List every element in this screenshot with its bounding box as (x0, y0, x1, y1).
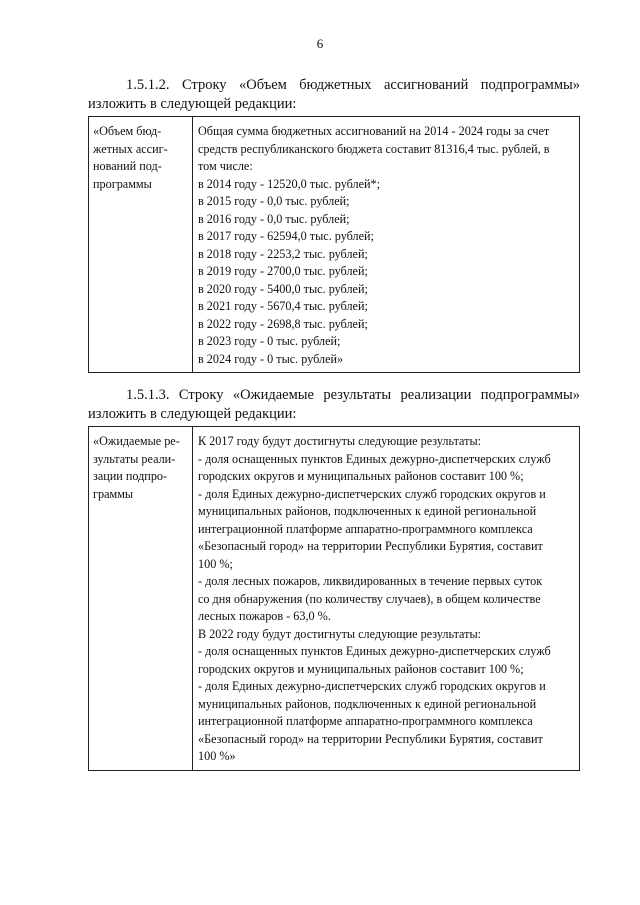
budget-value-line: в 2020 году - 5400,0 тыс. рублей; (198, 281, 368, 296)
results-label-line: граммы (93, 486, 134, 501)
budget-value-line: в 2018 году - 2253,2 тыс. рублей; (198, 246, 368, 261)
results-value-line: интеграционной платформе аппаратно-программного комплекса (198, 714, 533, 728)
results-value-line: «Безопасный город» на территории Республики Бурятия, составит (198, 731, 543, 746)
results-label-cell (89, 427, 193, 771)
budget-label-line: «Объем бюд- (93, 124, 162, 138)
section-1-heading-line-1: 1.5.1.2. Строку «Объем бюджетных ассигнований подпрограммы» (126, 77, 580, 93)
results-value-line: - доля оснащенных пунктов Единых дежурно-диспетчерских служб (198, 451, 551, 466)
results-value-line: интеграционной платформе аппаратно-программного комплекса (198, 521, 533, 536)
budget-value-line: в 2021 году - 5670,4 тыс. рублей; (198, 299, 368, 313)
results-value-line: 100 %» (198, 749, 236, 763)
page-number: 6 (316, 36, 324, 51)
results-value-line: 100 %; (198, 556, 233, 571)
results-value-line: «Безопасный город» на территории Республики Бурятия, составит (198, 539, 543, 553)
section-2-heading (88, 386, 580, 424)
budget-label-line: нований под- (93, 159, 162, 173)
results-value-cell (193, 427, 580, 771)
results-value-line: муниципальных районов, подключенных к единой региональной (198, 504, 537, 518)
budget-value-line: в 2014 году - 12520,0 тыс. рублей*; (198, 176, 381, 191)
results-value-line: - доля Единых дежурно-диспетчерских служб городских округов и (198, 486, 546, 501)
budget-label-cell (89, 117, 193, 373)
results-value-line: В 2022 году будут достигнуты следующие результаты: (198, 626, 482, 641)
results-value-line: - доля лесных пожаров, ликвидированных в течение первых суток (198, 574, 543, 588)
budget-value-line: в 2022 году - 2698,8 тыс. рублей; (198, 316, 368, 331)
budget-value-line: средств республиканского бюджета составит 81316,4 тыс. рублей, в (198, 141, 550, 156)
budget-table (88, 116, 580, 373)
results-value-line: К 2017 году будут достигнуты следующие результаты: (198, 434, 482, 448)
section-1-heading-line-2: изложить в следующей редакции: (88, 96, 297, 112)
budget-value-line: в 2023 году - 0 тыс. рублей; (198, 334, 341, 348)
budget-value-line: в 2019 году - 2700,0 тыс. рублей; (198, 264, 368, 278)
results-label-line: зации подпро- (93, 469, 168, 483)
results-value-line: городских округов и муниципальных районов составит 100 %; (198, 469, 524, 483)
results-value-line: - доля Единых дежурно-диспетчерских служб городских округов и (198, 679, 546, 693)
budget-value-line: том числе: (198, 159, 253, 173)
budget-table-row (89, 117, 580, 373)
budget-value-cell (193, 117, 580, 373)
results-table (88, 426, 580, 771)
budget-label-line: жетных ассиг- (93, 141, 168, 156)
section-2-heading-line-1: 1.5.1.3. Строку «Ожидаемые результаты реализации подпрограммы» (126, 387, 580, 403)
section-1-heading (88, 76, 580, 114)
results-value-line: со дня обнаружения (по количеству случаев), в общем количестве (198, 591, 541, 606)
results-label-line: «Ожидаемые ре- (93, 434, 180, 448)
budget-value-line: в 2017 году - 62594,0 тыс. рублей; (198, 229, 374, 243)
budget-label-line: программы (93, 176, 152, 191)
results-value-line: лесных пожаров - 63,0 %. (198, 609, 331, 623)
budget-value-line: в 2024 году - 0 тыс. рублей» (198, 351, 344, 366)
results-table-row (89, 427, 580, 771)
results-label-line: зультаты реали- (93, 451, 176, 466)
results-value-line: муниципальных районов, подключенных к единой региональной (198, 696, 537, 711)
results-value-line: городских округов и муниципальных районов составит 100 %; (198, 661, 524, 676)
budget-value-line: Общая сумма бюджетных ассигнований на 2014 - 2024 годы за счет (198, 124, 550, 138)
section-2-heading-line-2: изложить в следующей редакции: (88, 406, 297, 422)
results-value-line: - доля оснащенных пунктов Единых дежурно-диспетчерских служб (198, 644, 551, 658)
budget-value-line: в 2015 году - 0,0 тыс. рублей; (198, 194, 350, 208)
budget-value-line: в 2016 году - 0,0 тыс. рублей; (198, 211, 350, 226)
